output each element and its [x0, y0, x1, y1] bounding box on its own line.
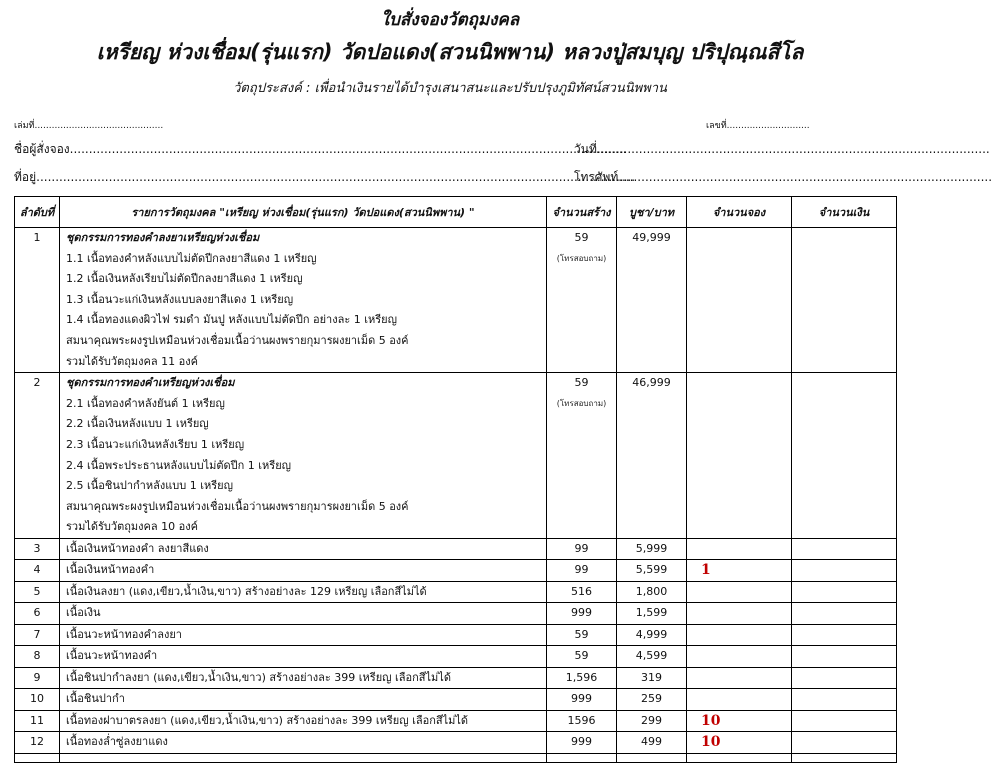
row-note: (โทรสอบถาม) [556, 253, 607, 263]
row-item: เนื้อชินปากำ [60, 689, 547, 711]
row-price: 319 [617, 667, 687, 689]
form-title: ใบสั่งจองวัตถุมงคล [380, 10, 520, 30]
set-line: 2.2 เนื้อเงินหลังแบบ 1 เหรียญ [66, 417, 209, 431]
row-no: 4 [15, 560, 60, 582]
set-line: 1.3 เนื้อนวะแก่เงินหลังแบบลงยาสีแดง 1 เหรียญ [66, 292, 294, 306]
row-made: 59 [547, 624, 617, 646]
row-no: 10 [15, 689, 60, 711]
row-no: 11 [15, 710, 60, 732]
header-item: รายการวัตถุมงคล "เหรียญ ห่วงเชื่อม(รุ่นแรก) วัดปอแดง(สวนนิพพาน) " [60, 197, 547, 228]
table-row [15, 624, 897, 646]
row-price: 259 [617, 689, 687, 711]
form-subtitle: เหรียญ ห่วงเชื่อม(รุ่นแรก) วัดปอแดง(สวนนิพพาน) หลวงปู่สมบุญ ปริปุณฺณสีโล [96, 40, 804, 64]
table-row [15, 646, 897, 668]
header-reserve: จำนวนจอง [687, 197, 792, 228]
table-row [15, 732, 897, 754]
table-row [15, 538, 897, 560]
address-field: ที่อยู่............................................................................................................................................................. [14, 170, 636, 184]
table-header-row [15, 197, 897, 228]
row-price: 4,999 [617, 624, 687, 646]
row-amount [792, 624, 897, 646]
row-reserve [687, 689, 792, 711]
row-amount [792, 603, 897, 625]
set-line: 1.4 เนื้อทองแดงผิวไฟ รมดำ มันปู หลังแบบไม่ตัดปีก อย่างละ 1 เหรียญ [66, 313, 397, 327]
row-made: 1596 [547, 710, 617, 732]
row-reserve: 10 [687, 710, 792, 732]
row-made: 59 [574, 231, 589, 244]
set-line: 2.1 เนื้อทองคำหลังยันต์ 1 เหรียญ [66, 396, 225, 410]
name-field: ชื่อผู้สั่งจอง.................................................................................................................................................. [14, 142, 627, 156]
row-reserve: 10 [687, 732, 792, 754]
set-line: 2.4 เนื้อพระประธานหลังแบบไม่ตัดปีก 1 เหรียญ [66, 458, 292, 472]
row-item: เนื้อนวะหน้าทองคำลงยา [60, 624, 547, 646]
date-field: วันที่....................................................................................................... [574, 142, 990, 156]
set-title: ชุดกรรมการทองคำลงยาเหรียญห่วงเชื่อม [66, 231, 260, 244]
row-price: 1,599 [617, 603, 687, 625]
purpose-line: วัตถุประสงค์ : เพื่อนำเงินรายได้บำรุงเสนาสนะและปรับปรุงภูมิทัศน์สวนนิพพาน [233, 81, 667, 96]
number-field: เลขที่............................. [706, 121, 810, 131]
set-line: 2.5 เนื้อชินปากำหลังแบบ 1 เหรียญ [66, 479, 234, 493]
row-made: 99 [547, 538, 617, 560]
set-line: 1.2 เนื้อเงินหลังเรียบไม่ตัดปีกลงยาสีแดง 1 เหรียญ [66, 272, 303, 286]
row-amount [792, 710, 897, 732]
row-note: (โทรสอบถาม) [556, 398, 607, 408]
table-row [15, 603, 897, 625]
row-amount [792, 667, 897, 689]
table-row [15, 753, 897, 762]
row-reserve [687, 603, 792, 625]
row-item: เนื้อเงิน [60, 603, 547, 625]
row-made: 999 [547, 732, 617, 754]
row-reserve [687, 624, 792, 646]
row-no: 5 [15, 581, 60, 603]
row-no: 7 [15, 624, 60, 646]
book-no-field: เล่มที่............................................. [14, 121, 164, 131]
row-price: 49,999 [632, 231, 671, 244]
table-row [15, 373, 897, 539]
table-row [15, 710, 897, 732]
row-amount [792, 732, 897, 754]
row-price: 5,999 [617, 538, 687, 560]
row-amount [792, 538, 897, 560]
row-reserve [687, 667, 792, 689]
row-price: 1,800 [617, 581, 687, 603]
row-no: 2 [33, 376, 41, 390]
row-made: 516 [547, 581, 617, 603]
row-amount [792, 560, 897, 582]
row-price: 499 [617, 732, 687, 754]
row-price: 5,599 [617, 560, 687, 582]
set-title: ชุดกรรมการทองคำเหรียญห่วงเชื่อม [66, 376, 235, 390]
row-amount [792, 228, 897, 373]
table-row [15, 667, 897, 689]
row-reserve: 1 [687, 560, 792, 582]
table-row [15, 228, 897, 373]
row-made: 99 [547, 560, 617, 582]
set-line: 1.1 เนื้อทองคำหลังแบบไม่ตัดปีกลงยาสีแดง 1 เหรียญ [66, 251, 317, 265]
row-made: 59 [547, 646, 617, 668]
set-line: สมนาคุณพระผงรูปเหมือนห่วงเชื่อมเนื้อว่านผงพรายกุมารผงยาเม็ด 5 องค์ [66, 333, 409, 347]
order-table [14, 196, 897, 763]
row-item: เนื้อทองฝาบาตรลงยา (แดง,เขียว,น้ำเงิน,ขาว) สร้างอย่างละ 399 เหรียญ เลือกสีไม่ได้ [60, 710, 547, 732]
set-line: 2.3 เนื้อนวะแก่เงินหลังเรียบ 1 เหรียญ [66, 437, 245, 451]
row-amount [792, 581, 897, 603]
row-made: 999 [547, 603, 617, 625]
row-reserve [687, 581, 792, 603]
row-reserve [687, 228, 792, 373]
row-price: 4,599 [617, 646, 687, 668]
row-item: เนื้อเงินลงยา (แดง,เขียว,น้ำเงิน,ขาว) สร้างอย่างละ 129 เหรียญ เลือกสีไม่ได้ [60, 581, 547, 603]
header-no: ลำดับที่ [15, 197, 60, 228]
table-row [15, 689, 897, 711]
row-no: 3 [15, 538, 60, 560]
row-no: 1 [33, 231, 41, 244]
row-item: เนื้อเงินหน้าทองคำ [60, 560, 547, 582]
header-amount: จำนวนเงิน [792, 197, 897, 228]
row-item: เนื้อเงินหน้าทองคำ ลงยาสีแดง [60, 538, 547, 560]
set-line: สมนาคุณพระผงรูปเหมือนห่วงเชื่อมเนื้อว่านผงพรายกุมารผงยาเม็ด 5 องค์ [66, 499, 409, 513]
row-reserve [687, 373, 792, 539]
row-price: 46,999 [632, 376, 671, 390]
row-amount [792, 646, 897, 668]
table-row [15, 581, 897, 603]
row-amount [792, 689, 897, 711]
row-item: เนื้อทองล่ำซู่ลงยาแดง [60, 732, 547, 754]
row-made: 999 [547, 689, 617, 711]
row-made: 1,596 [547, 667, 617, 689]
row-price: 299 [617, 710, 687, 732]
row-amount [792, 373, 897, 539]
row-no: 12 [15, 732, 60, 754]
table-row [15, 560, 897, 582]
row-reserve [687, 646, 792, 668]
phone-field: โทรศัพท์.................................................................................................. [574, 170, 992, 184]
row-item: เนื้อนวะหน้าทองคำ [60, 646, 547, 668]
row-reserve [687, 538, 792, 560]
header-made: จำนวนสร้าง [547, 197, 617, 228]
header-price: บูชา/บาท [617, 197, 687, 228]
row-no: 8 [15, 646, 60, 668]
row-no: 6 [15, 603, 60, 625]
set-line: รวมได้รับวัตถุมงคล 11 องค์ [66, 354, 198, 368]
set-line: รวมได้รับวัตถุมงคล 10 องค์ [66, 520, 198, 534]
row-no: 9 [15, 667, 60, 689]
row-made: 59 [574, 376, 589, 390]
row-item: เนื้อชินปากำลงยา (แดง,เขียว,น้ำเงิน,ขาว) สร้างอย่างละ 399 เหรียญ เลือกสีไม่ได้ [60, 667, 547, 689]
